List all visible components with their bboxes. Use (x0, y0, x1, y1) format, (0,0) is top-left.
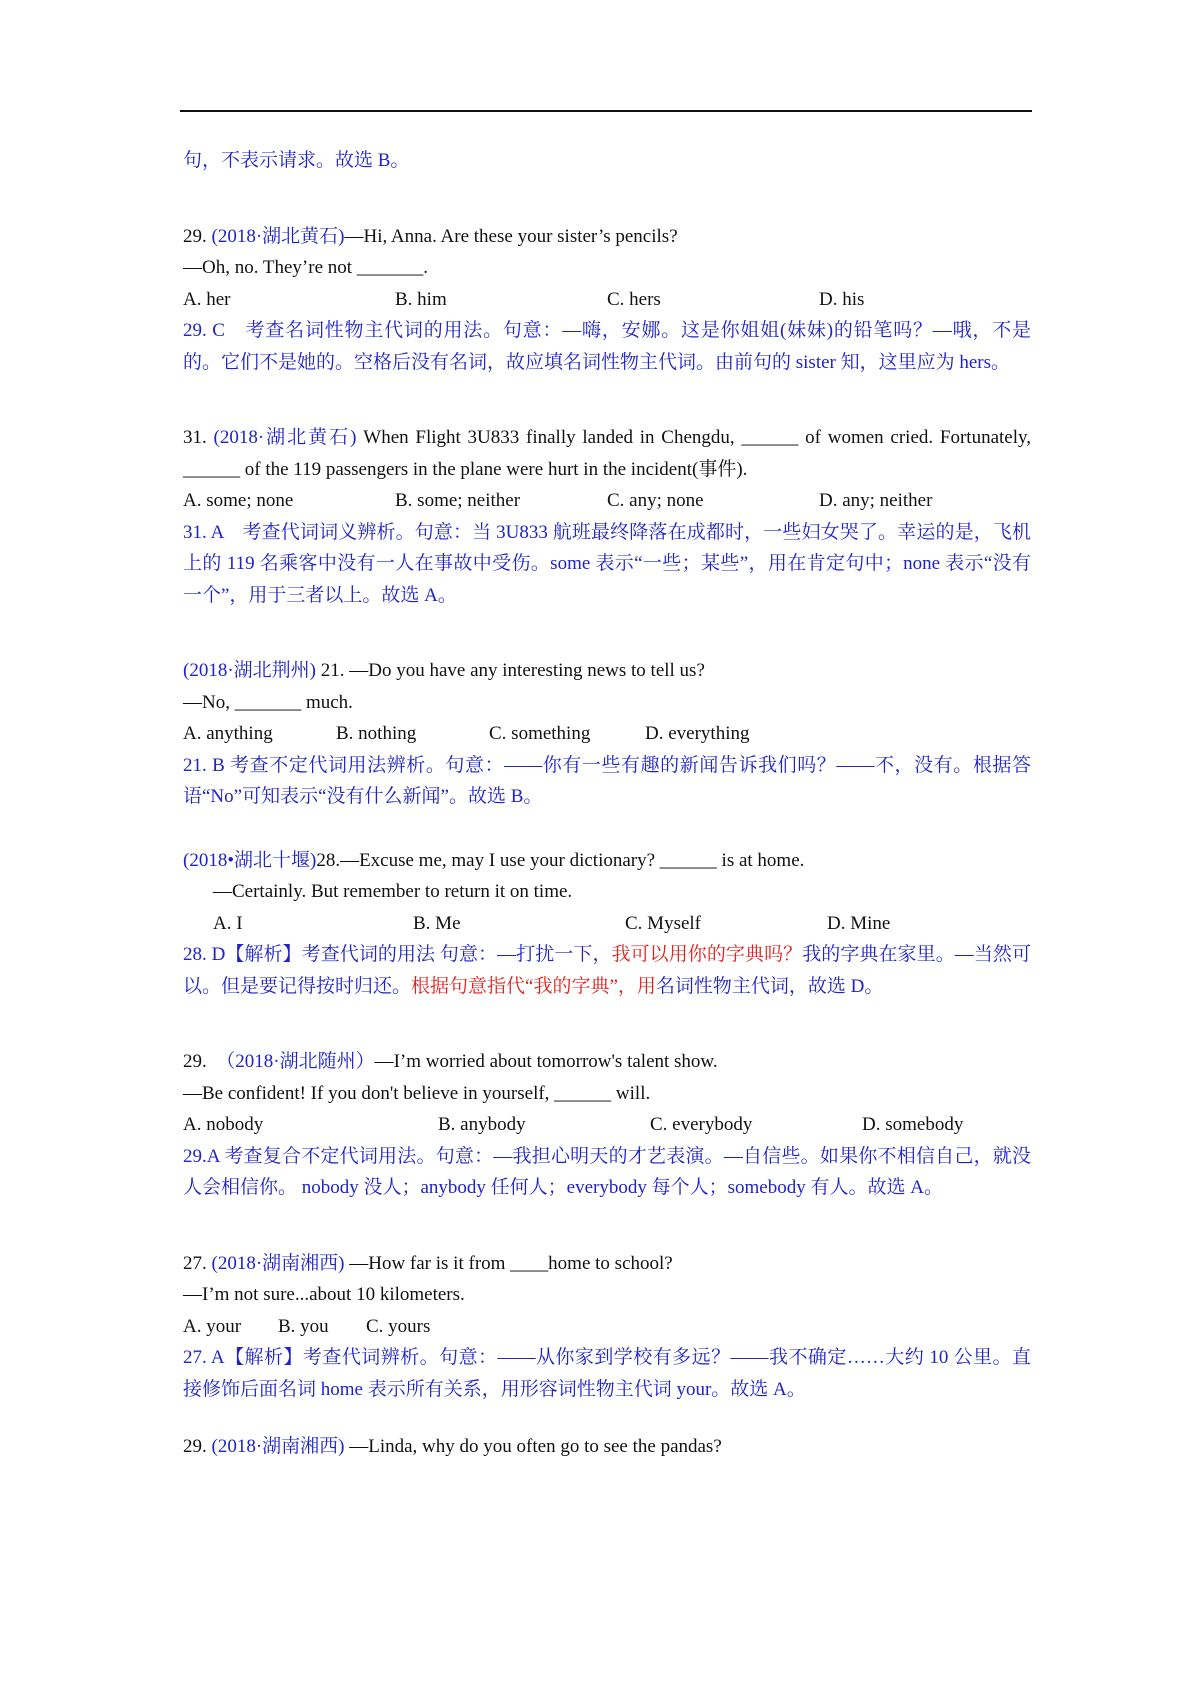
question-source: (2018·湖北黄石) (211, 225, 345, 247)
options-row (183, 485, 1031, 517)
question-29-suizhou (183, 1046, 1031, 1204)
question-source: (2018·湖南湘西) (211, 1436, 345, 1457)
question-line (183, 1046, 1031, 1078)
answer-explanation: 29.A 考查复合不定代词用法。句意：—我担心明天的才艺表演。—自信些。如果你不相信自己，就没人会相信你。 nobody 没人；anybody 任何人；everybody 每个人；somebody 有人。故选 A。 (183, 1145, 1031, 1198)
question-line (183, 1431, 1031, 1463)
answer-explanation: 31. A 考查代词词义辨析。句意：当 3U833 航班最终降落在成都时，一些妇女哭了。幸运的是，飞机上的 119 名乘客中没有一人在事故中受伤。some 表示“一些；某些”，用在肯定句中；none 表示“没有一个”，用于三者以上。故选 A。 (183, 521, 1031, 606)
question-number: 29. (183, 1436, 212, 1457)
question-line: —Certainly. But remember to return it on time. (213, 881, 573, 902)
question-text: —Hi, Anna. Are these your sister’s pencils? (344, 225, 678, 247)
question-line: —Be confident! If you don't believe in yourself, ______ will. (183, 1082, 651, 1104)
question-number: 27. (183, 1252, 212, 1274)
options-row (183, 1311, 1031, 1343)
option-c: C. Myself (625, 912, 701, 934)
top-fragment: 句，不表示请求。故选 B。 (183, 150, 410, 171)
question-source: (2018•湖北十堰) (183, 849, 317, 871)
option-a: A. I (213, 912, 243, 934)
question-line (183, 655, 1031, 687)
question-source: (2018·湖北黄石) (213, 427, 357, 448)
option-a: A. your (183, 1315, 242, 1337)
question-text: —How far is it from ____home to school? (344, 1252, 673, 1274)
question-27-xiangxi (183, 1248, 1031, 1406)
content (183, 145, 1031, 1463)
question-28-shiyan (183, 845, 1031, 1003)
option-b: B. nothing (336, 723, 417, 744)
question-line: —No, _______ much. (183, 691, 353, 713)
option-d: D. Mine (827, 912, 891, 934)
question-source: (2018·湖北荆州) (183, 660, 316, 681)
option-a: A. some; none (183, 490, 294, 511)
options-row (183, 1109, 1031, 1141)
option-b: B. him (395, 288, 447, 310)
answer-explanation: 21. B 考查不定代词用法辨析。句意：——你有一些有趣的新闻告诉我们吗？——不，没有。根据答语“No”可知表示“没有什么新闻”。故选 B。 (183, 754, 1031, 807)
option-c: C. hers (607, 288, 661, 310)
answer-explanation: 28. D【解析】考查代词的用法 句意：—打扰一下，我可以用你的字典吗？我的字典在家里。—当然可以。但是要记得按时归还。根据句意指代“我的字典”，用名词性物主代词，故选 D。 (183, 944, 1031, 997)
question-text: 21. —Do you have any interesting news to tell us? (315, 660, 705, 681)
option-c: C. any; none (607, 490, 704, 511)
question-line (183, 1248, 1031, 1280)
option-b: B. you (278, 1315, 329, 1337)
question-source: (2018·湖南湘西) (211, 1252, 345, 1274)
option-d: D. everything (645, 723, 750, 744)
option-b: B. some; neither (395, 490, 521, 511)
option-a: A. nobody (183, 1114, 264, 1135)
question-body: When Flight 3U833 finally landed in Chengdu, ______ of women cried. Fortunately, ______ of the 119 passengers in the plane were hurt in the incident(事件). (183, 427, 1032, 480)
question-line (183, 221, 1031, 253)
question-source: （2018·湖北随州） (225, 1051, 375, 1072)
question-line (183, 845, 1031, 877)
question-text: 28.—Excuse me, may I use your dictionary? ______ is at home. (316, 849, 805, 871)
question-line: —I’m not sure...about 10 kilometers. (183, 1284, 465, 1305)
option-d: D. somebody (862, 1114, 964, 1135)
option-b: B. anybody (438, 1114, 526, 1135)
options-row (183, 284, 1031, 316)
question-line: —Oh, no. They’re not _______. (183, 257, 429, 278)
question-29-huangshi (183, 221, 1031, 379)
question-text: —I’m worried about tomorrow's talent show. (374, 1051, 718, 1072)
option-a: A. her (183, 288, 231, 310)
answer-explanation: 27. A【解析】考查代词辨析。句意：——从你家到学校有多远？——我不确定……大约 10 公里。直接修饰后面名词 home 表示所有关系，用形容词性物主代词 your。故选 A。 (183, 1347, 1031, 1400)
option-c: C. yours (366, 1315, 431, 1337)
option-a: A. anything (183, 723, 273, 744)
question-number: 29. (183, 225, 212, 247)
option-c: C. everybody (650, 1114, 753, 1135)
question-number: 29. (183, 1051, 226, 1072)
option-d: D. any; neither (819, 490, 933, 511)
question-29-xiangxi (183, 1431, 1031, 1463)
answer-explanation: 29. C 考查名词性物主代词的用法。句意：—嗨，安娜。这是你姐姐(妹妹)的铅笔吗？—哦，不是的。它们不是她的。空格后没有名词，故应填名词性物主代词。由前句的 sister 知，这里应为 hers。 (183, 320, 1031, 373)
header-rule (180, 110, 1032, 112)
option-d: D. his (819, 288, 865, 310)
question-text (183, 422, 1031, 485)
option-b: B. Me (413, 912, 461, 934)
question-text: —Linda, why do you often go to see the pandas? (344, 1436, 722, 1457)
question-31-huangshi (183, 422, 1031, 611)
options-row (183, 908, 1031, 940)
options-row (183, 718, 1031, 750)
option-c: C. something (489, 723, 591, 744)
question-21-jingzhou (183, 655, 1031, 813)
question-number: 31. (183, 427, 214, 448)
